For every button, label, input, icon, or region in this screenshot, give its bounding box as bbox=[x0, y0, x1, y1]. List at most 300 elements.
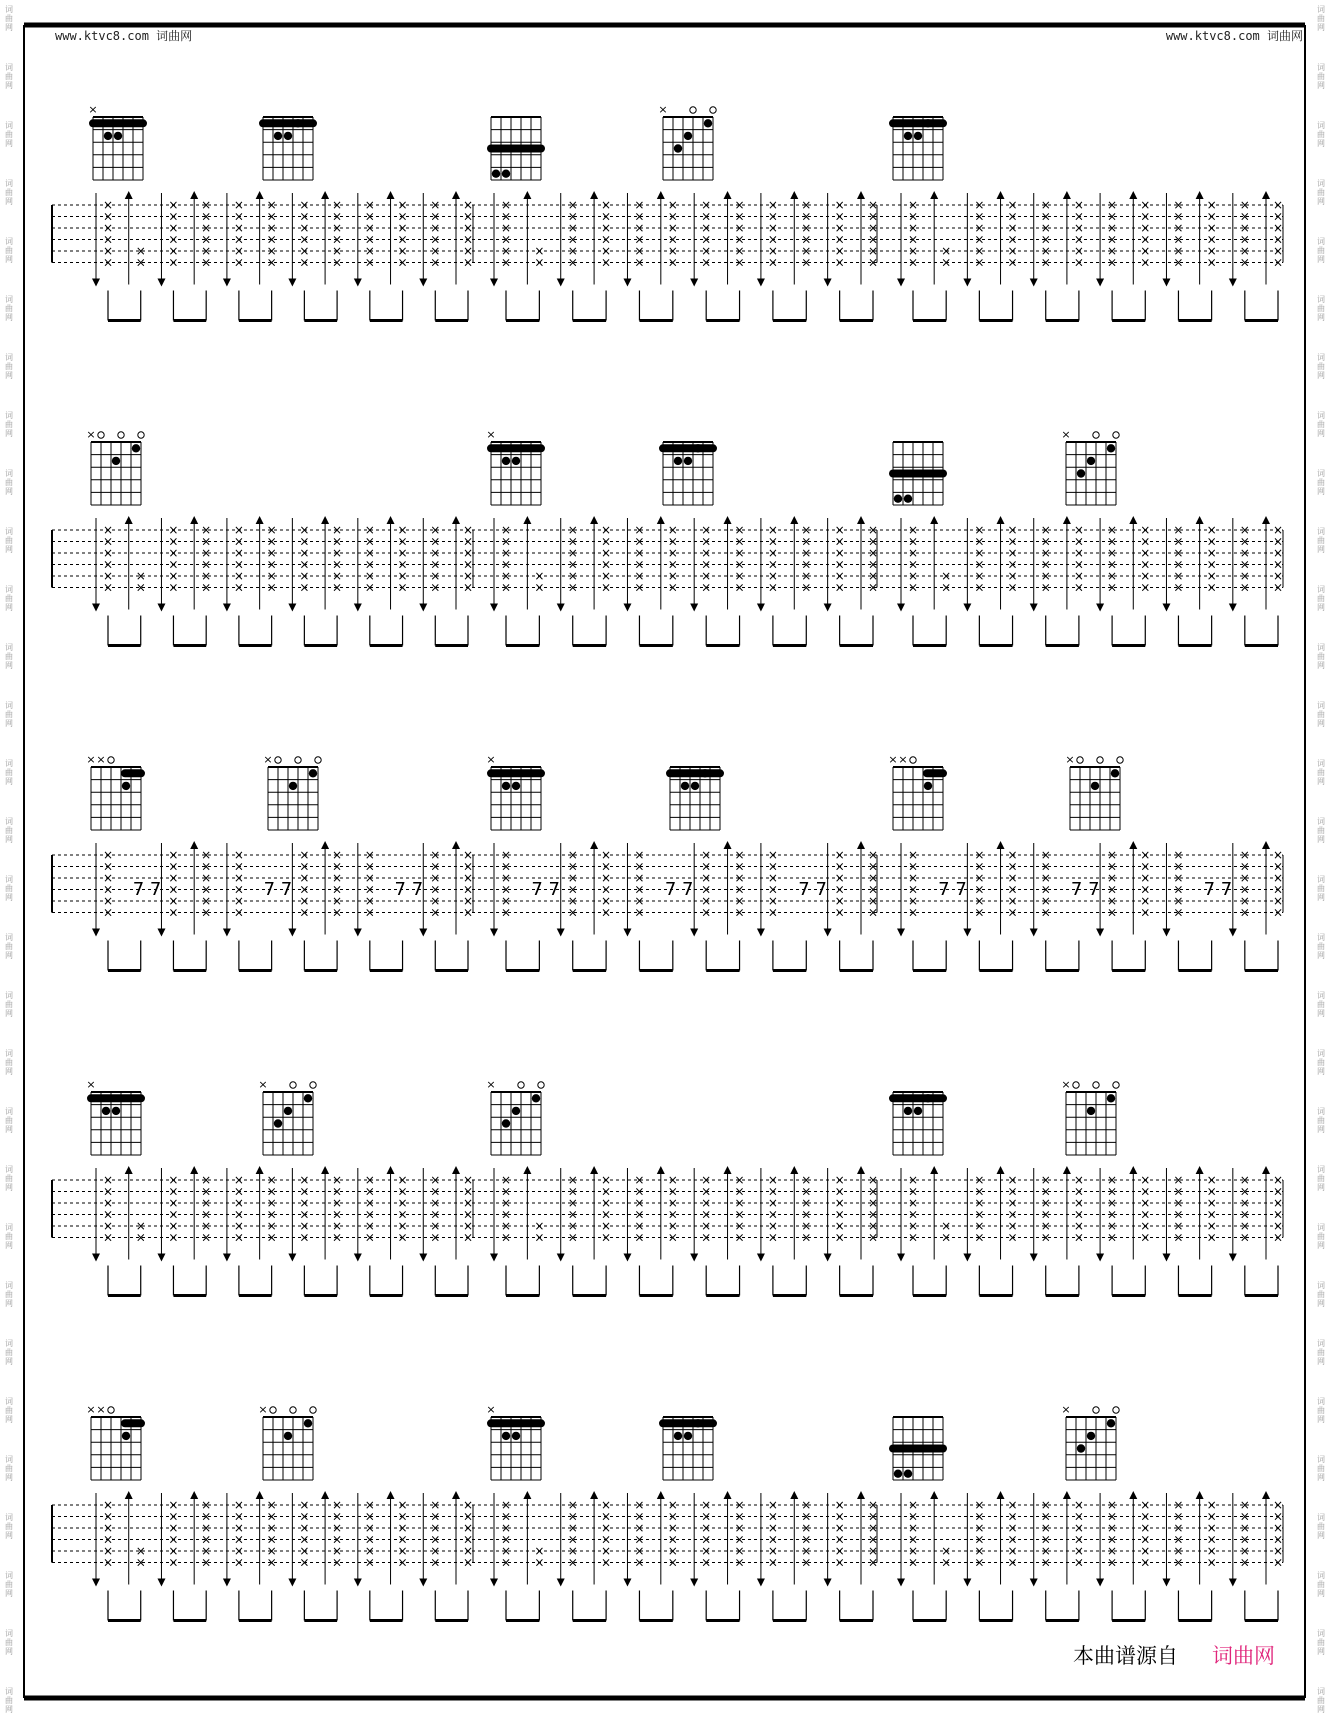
svg-text:×: × bbox=[500, 859, 512, 874]
svg-text:×: × bbox=[500, 546, 512, 560]
svg-text:×: × bbox=[201, 569, 212, 583]
svg-text:×: × bbox=[500, 882, 512, 897]
svg-text:×: × bbox=[701, 1173, 712, 1187]
svg-text:×: × bbox=[1140, 1184, 1151, 1199]
svg-text:×: × bbox=[1140, 255, 1151, 270]
svg-text:×: × bbox=[1040, 882, 1051, 897]
svg-text:×: × bbox=[201, 232, 212, 247]
svg-text:×: × bbox=[1272, 1532, 1284, 1547]
svg-text:×: × bbox=[1272, 534, 1284, 549]
svg-text:×: × bbox=[430, 209, 441, 224]
svg-text:×: × bbox=[1040, 1219, 1051, 1233]
svg-text:×: × bbox=[430, 848, 441, 862]
svg-text:×: × bbox=[462, 232, 474, 247]
svg-text:×: × bbox=[801, 255, 812, 270]
svg-text:×: × bbox=[658, 103, 668, 116]
svg-text:×: × bbox=[168, 255, 179, 270]
svg-text:×: × bbox=[734, 534, 745, 549]
svg-text:×: × bbox=[1107, 882, 1118, 897]
svg-text:×: × bbox=[462, 198, 474, 212]
svg-text:×: × bbox=[801, 1521, 812, 1535]
svg-text:×: × bbox=[667, 557, 678, 572]
side-watermark: 词 曲 网 bbox=[5, 63, 13, 90]
svg-text:×: × bbox=[500, 1498, 512, 1512]
svg-text:×: × bbox=[233, 882, 244, 897]
tab-staff-0 bbox=[52, 191, 1283, 321]
svg-text:×: × bbox=[397, 1532, 408, 1547]
svg-text:×: × bbox=[233, 534, 244, 549]
side-watermark: 词 曲 网 bbox=[5, 701, 13, 728]
svg-text:×: × bbox=[266, 580, 277, 595]
svg-text:×: × bbox=[601, 1196, 612, 1210]
svg-text:×: × bbox=[1140, 232, 1151, 247]
svg-text:×: × bbox=[1272, 1555, 1284, 1570]
svg-text:×: × bbox=[364, 1521, 375, 1535]
svg-text:×: × bbox=[332, 209, 343, 224]
side-watermark: 词 曲 网 bbox=[1317, 991, 1325, 1018]
svg-text:×: × bbox=[634, 221, 645, 235]
svg-text:×: × bbox=[1272, 871, 1284, 885]
svg-text:×: × bbox=[102, 1207, 114, 1222]
svg-text:×: × bbox=[867, 1207, 879, 1222]
svg-text:×: × bbox=[1040, 859, 1051, 874]
svg-text:×: × bbox=[734, 1544, 745, 1558]
svg-text:×: × bbox=[701, 894, 712, 908]
svg-text:×: × bbox=[1007, 198, 1018, 212]
svg-text:×: × bbox=[397, 1544, 408, 1558]
svg-text:×: × bbox=[907, 569, 919, 583]
svg-text:×: × bbox=[1239, 209, 1250, 224]
svg-text:×: × bbox=[1173, 580, 1184, 595]
svg-text:×: × bbox=[364, 580, 375, 595]
svg-text:×: × bbox=[1173, 244, 1184, 258]
svg-text:×: × bbox=[168, 244, 179, 258]
svg-text:×: × bbox=[233, 244, 244, 258]
svg-text:×: × bbox=[332, 255, 343, 270]
chord-diagram-3-0 bbox=[86, 1078, 145, 1155]
svg-text:×: × bbox=[601, 209, 612, 224]
svg-text:×: × bbox=[1007, 523, 1018, 537]
side-watermark: 词 曲 网 bbox=[1317, 1281, 1325, 1308]
svg-text:×: × bbox=[767, 1532, 778, 1547]
side-watermark: 词 曲 网 bbox=[1317, 411, 1325, 438]
svg-text:×: × bbox=[907, 882, 919, 897]
svg-text:×: × bbox=[907, 1509, 919, 1524]
svg-text:×: × bbox=[1065, 753, 1075, 766]
side-watermark: 词 曲 网 bbox=[1317, 121, 1325, 148]
svg-text:×: × bbox=[102, 198, 114, 212]
svg-text:×: × bbox=[1073, 534, 1084, 549]
svg-text:×: × bbox=[1272, 1207, 1284, 1222]
svg-text:×: × bbox=[364, 882, 375, 897]
svg-text:×: × bbox=[767, 198, 778, 212]
svg-text:×: × bbox=[233, 1509, 244, 1524]
svg-text:×: × bbox=[667, 232, 678, 247]
svg-text:×: × bbox=[1040, 580, 1051, 595]
svg-text:×: × bbox=[701, 1219, 712, 1233]
svg-text:×: × bbox=[1007, 255, 1018, 270]
svg-text:×: × bbox=[1040, 1521, 1051, 1535]
svg-text:×: × bbox=[266, 255, 277, 270]
svg-text:×: × bbox=[734, 1230, 745, 1245]
svg-text:×: × bbox=[332, 580, 343, 595]
svg-text:×: × bbox=[332, 1230, 343, 1245]
svg-text:×: × bbox=[801, 1219, 812, 1233]
svg-text:×: × bbox=[1107, 1521, 1118, 1535]
svg-text:×: × bbox=[1239, 1173, 1250, 1187]
svg-text:×: × bbox=[102, 209, 114, 224]
svg-text:×: × bbox=[601, 546, 612, 560]
svg-text:×: × bbox=[397, 232, 408, 247]
svg-text:7 7: 7 7 bbox=[132, 879, 162, 900]
svg-text:×: × bbox=[201, 1230, 212, 1245]
svg-text:×: × bbox=[941, 1544, 952, 1558]
side-watermark: 词 曲 网 bbox=[5, 1571, 13, 1598]
svg-text:×: × bbox=[974, 1230, 985, 1245]
svg-text:×: × bbox=[767, 244, 778, 258]
svg-text:×: × bbox=[1140, 1509, 1151, 1524]
svg-text:×: × bbox=[534, 1230, 545, 1245]
svg-text:×: × bbox=[634, 523, 645, 537]
svg-text:×: × bbox=[430, 1521, 441, 1535]
svg-text:×: × bbox=[1107, 1532, 1118, 1547]
svg-text:×: × bbox=[430, 1544, 441, 1558]
svg-text:×: × bbox=[1239, 1184, 1250, 1199]
svg-text:×: × bbox=[1173, 1555, 1184, 1570]
svg-text:×: × bbox=[1206, 255, 1217, 270]
svg-text:×: × bbox=[364, 1509, 375, 1524]
svg-text:×: × bbox=[834, 1544, 845, 1558]
svg-text:×: × bbox=[201, 1207, 212, 1222]
svg-text:×: × bbox=[500, 244, 512, 258]
svg-text:×: × bbox=[233, 1219, 244, 1233]
svg-text:×: × bbox=[667, 1498, 678, 1512]
svg-text:×: × bbox=[1173, 1184, 1184, 1199]
svg-text:×: × bbox=[734, 1184, 745, 1199]
svg-text:×: × bbox=[1173, 1532, 1184, 1547]
svg-text:×: × bbox=[601, 859, 612, 874]
svg-text:×: × bbox=[135, 569, 146, 583]
side-watermark: 词 曲 网 bbox=[5, 469, 13, 496]
svg-text:×: × bbox=[397, 1498, 408, 1512]
svg-text:×: × bbox=[907, 905, 919, 920]
svg-text:×: × bbox=[1007, 905, 1018, 920]
svg-text:×: × bbox=[1061, 428, 1071, 441]
svg-text:×: × bbox=[1061, 1403, 1071, 1416]
side-watermark: 词 曲 网 bbox=[1317, 1571, 1325, 1598]
svg-text:×: × bbox=[332, 1555, 343, 1570]
svg-text:×: × bbox=[701, 232, 712, 247]
svg-text:×: × bbox=[1173, 1230, 1184, 1245]
svg-text:×: × bbox=[397, 198, 408, 212]
svg-text:×: × bbox=[1206, 221, 1217, 235]
svg-text:×: × bbox=[1107, 546, 1118, 560]
svg-text:×: × bbox=[834, 1173, 845, 1187]
svg-text:×: × bbox=[233, 1207, 244, 1222]
footer-site-link[interactable]: 词曲网 bbox=[1212, 1644, 1275, 1668]
svg-text:×: × bbox=[233, 546, 244, 560]
svg-text:×: × bbox=[634, 1207, 645, 1222]
svg-text:×: × bbox=[567, 546, 578, 560]
svg-text:×: × bbox=[1007, 871, 1018, 885]
chord-diagram-2-2 bbox=[486, 753, 545, 830]
svg-text:×: × bbox=[1173, 221, 1184, 235]
svg-text:×: × bbox=[667, 1509, 678, 1524]
svg-text:×: × bbox=[397, 209, 408, 224]
svg-text:×: × bbox=[168, 905, 179, 920]
svg-text:×: × bbox=[233, 1521, 244, 1535]
svg-text:×: × bbox=[201, 557, 212, 572]
svg-text:×: × bbox=[1206, 557, 1217, 572]
svg-text:×: × bbox=[734, 209, 745, 224]
svg-text:×: × bbox=[1073, 1196, 1084, 1210]
svg-text:×: × bbox=[601, 557, 612, 572]
svg-text:×: × bbox=[1272, 569, 1284, 583]
svg-text:×: × bbox=[1173, 905, 1184, 920]
svg-text:×: × bbox=[462, 209, 474, 224]
svg-text:×: × bbox=[500, 1196, 512, 1210]
svg-text:×: × bbox=[1239, 871, 1250, 885]
svg-text:×: × bbox=[1040, 569, 1051, 583]
side-watermark: 词 曲 网 bbox=[5, 1629, 13, 1656]
svg-text:×: × bbox=[1107, 232, 1118, 247]
svg-text:×: × bbox=[1007, 580, 1018, 595]
svg-text:×: × bbox=[701, 1196, 712, 1210]
chord-diagram-2-3 bbox=[666, 767, 724, 830]
svg-text:×: × bbox=[1007, 221, 1018, 235]
svg-text:×: × bbox=[201, 905, 212, 920]
svg-text:×: × bbox=[734, 232, 745, 247]
svg-text:×: × bbox=[201, 1532, 212, 1547]
svg-text:×: × bbox=[1173, 1544, 1184, 1558]
svg-text:×: × bbox=[1007, 1509, 1018, 1524]
svg-text:×: × bbox=[168, 546, 179, 560]
svg-text:×: × bbox=[462, 871, 474, 885]
chord-diagram-4-0 bbox=[86, 1403, 145, 1480]
svg-text:×: × bbox=[332, 905, 343, 920]
svg-text:×: × bbox=[974, 1207, 985, 1222]
svg-text:×: × bbox=[734, 871, 745, 885]
svg-text:×: × bbox=[102, 1184, 114, 1199]
svg-text:×: × bbox=[299, 1207, 310, 1222]
svg-text:×: × bbox=[233, 848, 244, 862]
svg-text:×: × bbox=[1173, 1173, 1184, 1187]
svg-text:×: × bbox=[299, 905, 310, 920]
svg-text:×: × bbox=[201, 1498, 212, 1512]
svg-text:×: × bbox=[767, 1196, 778, 1210]
svg-text:×: × bbox=[1007, 894, 1018, 908]
svg-text:×: × bbox=[168, 1509, 179, 1524]
svg-text:×: × bbox=[299, 1555, 310, 1570]
svg-text:×: × bbox=[258, 1078, 268, 1091]
svg-text:×: × bbox=[102, 1219, 114, 1233]
side-watermark: 词 曲 网 bbox=[1317, 817, 1325, 844]
chord-diagram-3-1 bbox=[258, 1078, 316, 1155]
chord-diagram-0-1 bbox=[259, 117, 317, 180]
svg-text:×: × bbox=[1140, 1521, 1151, 1535]
svg-text:×: × bbox=[233, 859, 244, 874]
svg-text:×: × bbox=[634, 882, 645, 897]
svg-text:×: × bbox=[974, 859, 985, 874]
svg-text:×: × bbox=[1007, 232, 1018, 247]
svg-text:×: × bbox=[364, 209, 375, 224]
svg-text:×: × bbox=[567, 255, 578, 270]
svg-text:×: × bbox=[430, 1184, 441, 1199]
svg-text:×: × bbox=[701, 1544, 712, 1558]
svg-text:×: × bbox=[332, 859, 343, 874]
svg-text:×: × bbox=[1239, 221, 1250, 235]
svg-text:×: × bbox=[734, 1521, 745, 1535]
svg-text:×: × bbox=[135, 1219, 146, 1233]
svg-text:×: × bbox=[299, 221, 310, 235]
svg-text:×: × bbox=[462, 1521, 474, 1535]
svg-text:×: × bbox=[1272, 1521, 1284, 1535]
svg-text:×: × bbox=[834, 198, 845, 212]
svg-text:×: × bbox=[500, 894, 512, 908]
side-watermark: 词 曲 网 bbox=[1317, 759, 1325, 786]
svg-text:×: × bbox=[1107, 1219, 1118, 1233]
svg-text:×: × bbox=[667, 1184, 678, 1199]
chord-diagram-0-4 bbox=[889, 117, 947, 180]
side-watermark: 词 曲 网 bbox=[5, 527, 13, 554]
svg-text:×: × bbox=[233, 221, 244, 235]
svg-text:×: × bbox=[500, 523, 512, 537]
svg-text:×: × bbox=[1040, 546, 1051, 560]
side-watermark: 词 曲 网 bbox=[1317, 527, 1325, 554]
side-watermark: 词 曲 网 bbox=[5, 1223, 13, 1250]
svg-text:×: × bbox=[1239, 1230, 1250, 1245]
svg-text:×: × bbox=[430, 1219, 441, 1233]
svg-text:×: × bbox=[567, 1521, 578, 1535]
svg-text:×: × bbox=[266, 1555, 277, 1570]
svg-text:×: × bbox=[1272, 859, 1284, 874]
svg-text:×: × bbox=[364, 523, 375, 537]
footer-source-label: 本曲谱源自 bbox=[1073, 1644, 1178, 1668]
svg-text:×: × bbox=[332, 848, 343, 862]
svg-text:×: × bbox=[974, 523, 985, 537]
svg-text:×: × bbox=[1239, 848, 1250, 862]
svg-text:×: × bbox=[462, 1184, 474, 1199]
svg-text:×: × bbox=[1007, 1532, 1018, 1547]
svg-text:×: × bbox=[1040, 1230, 1051, 1245]
svg-text:×: × bbox=[201, 255, 212, 270]
svg-text:×: × bbox=[1173, 871, 1184, 885]
svg-text:×: × bbox=[907, 580, 919, 595]
svg-text:×: × bbox=[974, 894, 985, 908]
svg-text:×: × bbox=[168, 1196, 179, 1210]
svg-text:×: × bbox=[462, 894, 474, 908]
svg-text:×: × bbox=[299, 882, 310, 897]
svg-text:×: × bbox=[233, 1544, 244, 1558]
svg-text:×: × bbox=[462, 523, 474, 537]
chord-diagram-1-4 bbox=[1061, 428, 1119, 505]
svg-text:×: × bbox=[500, 1521, 512, 1535]
svg-text:×: × bbox=[364, 244, 375, 258]
svg-text:×: × bbox=[1007, 1555, 1018, 1570]
svg-text:×: × bbox=[834, 232, 845, 247]
svg-text:×: × bbox=[1140, 221, 1151, 235]
svg-text:×: × bbox=[974, 1532, 985, 1547]
svg-text:×: × bbox=[299, 209, 310, 224]
svg-text:×: × bbox=[430, 569, 441, 583]
svg-text:×: × bbox=[486, 753, 496, 766]
svg-text:×: × bbox=[500, 848, 512, 862]
svg-text:×: × bbox=[233, 871, 244, 885]
svg-text:×: × bbox=[201, 882, 212, 897]
svg-text:×: × bbox=[1140, 198, 1151, 212]
svg-text:×: × bbox=[1073, 244, 1084, 258]
svg-text:×: × bbox=[332, 221, 343, 235]
chord-diagram-3-3 bbox=[889, 1092, 947, 1155]
svg-text:×: × bbox=[667, 1521, 678, 1535]
svg-text:×: × bbox=[397, 1230, 408, 1245]
svg-text:×: × bbox=[299, 1219, 310, 1233]
svg-text:×: × bbox=[299, 232, 310, 247]
side-watermark: 词 曲 网 bbox=[5, 585, 13, 612]
svg-text:×: × bbox=[332, 1521, 343, 1535]
svg-text:×: × bbox=[201, 1196, 212, 1210]
svg-text:×: × bbox=[801, 232, 812, 247]
svg-text:×: × bbox=[1239, 557, 1250, 572]
chord-diagram-1-1 bbox=[486, 428, 545, 505]
svg-text:×: × bbox=[500, 1555, 512, 1570]
svg-text:×: × bbox=[168, 569, 179, 583]
svg-text:×: × bbox=[1173, 1509, 1184, 1524]
side-watermark: 词 曲 网 bbox=[1317, 469, 1325, 496]
svg-text:7 7: 7 7 bbox=[664, 879, 694, 900]
svg-text:×: × bbox=[907, 546, 919, 560]
svg-text:×: × bbox=[1040, 871, 1051, 885]
svg-text:×: × bbox=[102, 1173, 114, 1187]
svg-text:×: × bbox=[974, 198, 985, 212]
svg-text:×: × bbox=[667, 1544, 678, 1558]
side-watermark: 词 曲 网 bbox=[5, 1687, 13, 1714]
svg-text:×: × bbox=[1206, 534, 1217, 549]
svg-text:×: × bbox=[1007, 1196, 1018, 1210]
svg-text:×: × bbox=[867, 1509, 879, 1524]
svg-text:×: × bbox=[1272, 1544, 1284, 1558]
svg-text:7 7: 7 7 bbox=[1203, 879, 1233, 900]
svg-text:×: × bbox=[266, 1184, 277, 1199]
svg-text:×: × bbox=[907, 255, 919, 270]
svg-text:×: × bbox=[1272, 1173, 1284, 1187]
svg-text:×: × bbox=[701, 198, 712, 212]
svg-text:×: × bbox=[1206, 1219, 1217, 1233]
side-watermark: 词 曲 网 bbox=[1317, 295, 1325, 322]
svg-text:×: × bbox=[1007, 557, 1018, 572]
svg-text:×: × bbox=[233, 894, 244, 908]
svg-text:×: × bbox=[767, 523, 778, 537]
svg-text:×: × bbox=[1140, 871, 1151, 885]
svg-text:×: × bbox=[1206, 1196, 1217, 1210]
svg-text:×: × bbox=[299, 1498, 310, 1512]
svg-text:×: × bbox=[266, 546, 277, 560]
svg-text:×: × bbox=[397, 523, 408, 537]
svg-text:×: × bbox=[1140, 209, 1151, 224]
svg-text:×: × bbox=[1040, 1555, 1051, 1570]
svg-text:×: × bbox=[567, 232, 578, 247]
svg-text:×: × bbox=[534, 255, 545, 270]
chord-diagram-2-0 bbox=[86, 753, 145, 830]
svg-text:×: × bbox=[1040, 255, 1051, 270]
svg-text:×: × bbox=[102, 894, 114, 908]
svg-text:×: × bbox=[299, 871, 310, 885]
svg-text:×: × bbox=[462, 580, 474, 595]
svg-text:×: × bbox=[201, 871, 212, 885]
svg-text:×: × bbox=[102, 1521, 114, 1535]
svg-text:×: × bbox=[135, 255, 146, 270]
svg-text:×: × bbox=[299, 569, 310, 583]
